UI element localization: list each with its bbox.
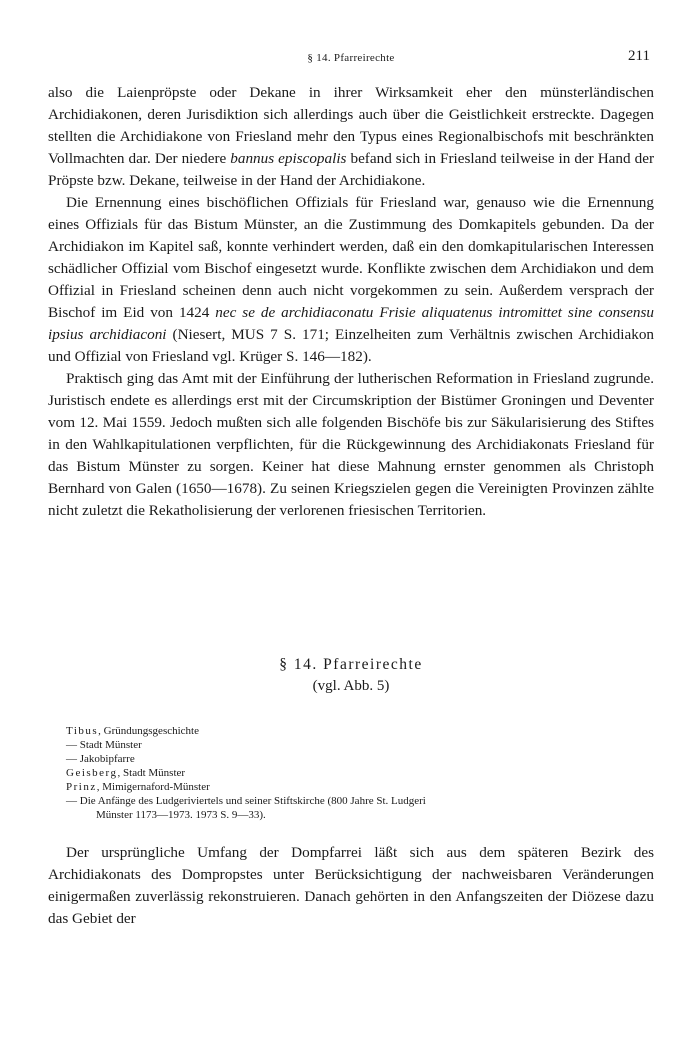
running-title: § 14. Pfarreirechte [307,52,395,64]
section-heading [48,654,654,697]
latin-term: bannus episcopalis [230,150,347,167]
closing-text [48,842,654,930]
running-head [48,48,654,68]
bib-text: — Die Anfänge des Ludgeriviertels und seiner Stiftskirche (800 Jahre St. Ludgeri [66,795,426,807]
bibliography-entry-continuation [66,808,636,822]
bib-text: — Stadt Münster [66,739,142,751]
bibliography-entry [66,794,636,808]
bibliography-entry [66,766,636,780]
paragraph-2-end: (Niesert, MUS 7 S. 171; Einzelheiten zum Verhältnis zwischen Archidiakon und Offizial von Friesland vgl. Krüger S. 146—182). [48,326,655,365]
section-title: § 14. Pfarreirechte [279,656,423,673]
bib-text: , Stadt Münster [117,767,186,779]
bib-text: Münster 1173—1973. 1973 S. 9—33). [96,809,266,821]
paragraph-1-text: also die Laienpröpste oder Dekane in ihrer Wirksamkeit eher den münsterländischen Archidiakonen, deren Jurisdiktion sich allerdings auch über die Geistlichkeit erstreckte. Dagegen stellten die Archidiakone von Friesland mehr den Typus eines Regionalbischofs mit beschränkten Vollmachten dar. Der niedere [48,84,654,167]
bib-author: Tibus [66,725,99,737]
bibliography-entry [66,780,636,794]
bib-text: — Jakobipfarre [66,753,135,765]
bib-text: , Gründungsgeschichte [98,725,199,737]
bib-author: Prinz [66,781,97,793]
section-subtitle: (vgl. Abb. 5) [312,678,390,694]
paragraph-1 [48,82,654,192]
latin-quote: nec se de archidiaconatu Frisie aliquatenus intromittet sine consensu ipsius archidiaconi [48,304,654,343]
page-number: 211 [628,48,650,64]
bibliography-entry [66,724,636,738]
paragraph-4: Der ursprüngliche Umfang der Dompfarrei läßt sich aus dem späteren Bezirk des Archidiakonats des Dompropstes unter Berücksichtigung der nachweisbaren Veränderungen einigermaßen zuverlässig rekonstruieren. Danach gehörten in den Anfangszeiten der Diözese dazu das Gebiet der [48,844,654,927]
body-text [48,82,654,522]
bibliography-entry [66,738,636,752]
bib-text: , Mimigernaford-Münster [96,781,210,793]
paragraph-1-end: befand sich in Friesland teilweise in der Hand der Pröpste bzw. Dekane, teilweise in der Hand der Archidiakone. [48,150,654,189]
paragraph-3: Praktisch ging das Amt mit der Einführung der lutherischen Reformation in Friesland zugrunde. Juristisch endete es allerdings erst mit der Circumskription der Bistümer Groningen und Deventer vom 12. Mai 1559. Jedoch mußten sich alle folgenden Bischöfe bis zur Säkularisierung des Stiftes in den Wahlkapitulationen verpflichten, für die Rückgewinnung des Archidiakonats Friesland für das Bistum Münster zu sorgen. Keiner hat diese Mahnung ernster genommen als Christoph Bernhard von Galen (1650—1678). Zu seinen Kriegszielen gegen die Vereinigten Provinzen zählte nicht zuletzt die Rekatholisierung der verlorenen friesischen Territorien. [48,370,654,519]
bib-author: Geisberg [66,767,118,779]
paragraph-2-text: Die Ernennung eines bischöflichen Offizials für Friesland war, genauso wie die Ernennung eines Offizials für das Bistum Münster, an die Zustimmung des Domkapitels gebunden. Da der Archidiakon im Kapitel saß, konnte verhindert werden, daß ein den domkapitularischen Interessen schädlicher Offizial vom Bischof eingesetzt wurde. Konflikte zwischen dem Archidiakon und dem Offizial in Friesland scheinen denn auch nicht vorgekommen zu sein. Außerdem versprach der Bischof im Eid von 1424 [48,194,654,321]
bibliography [66,724,636,822]
bibliography-entry [66,752,636,766]
paragraph-2 [48,192,654,368]
